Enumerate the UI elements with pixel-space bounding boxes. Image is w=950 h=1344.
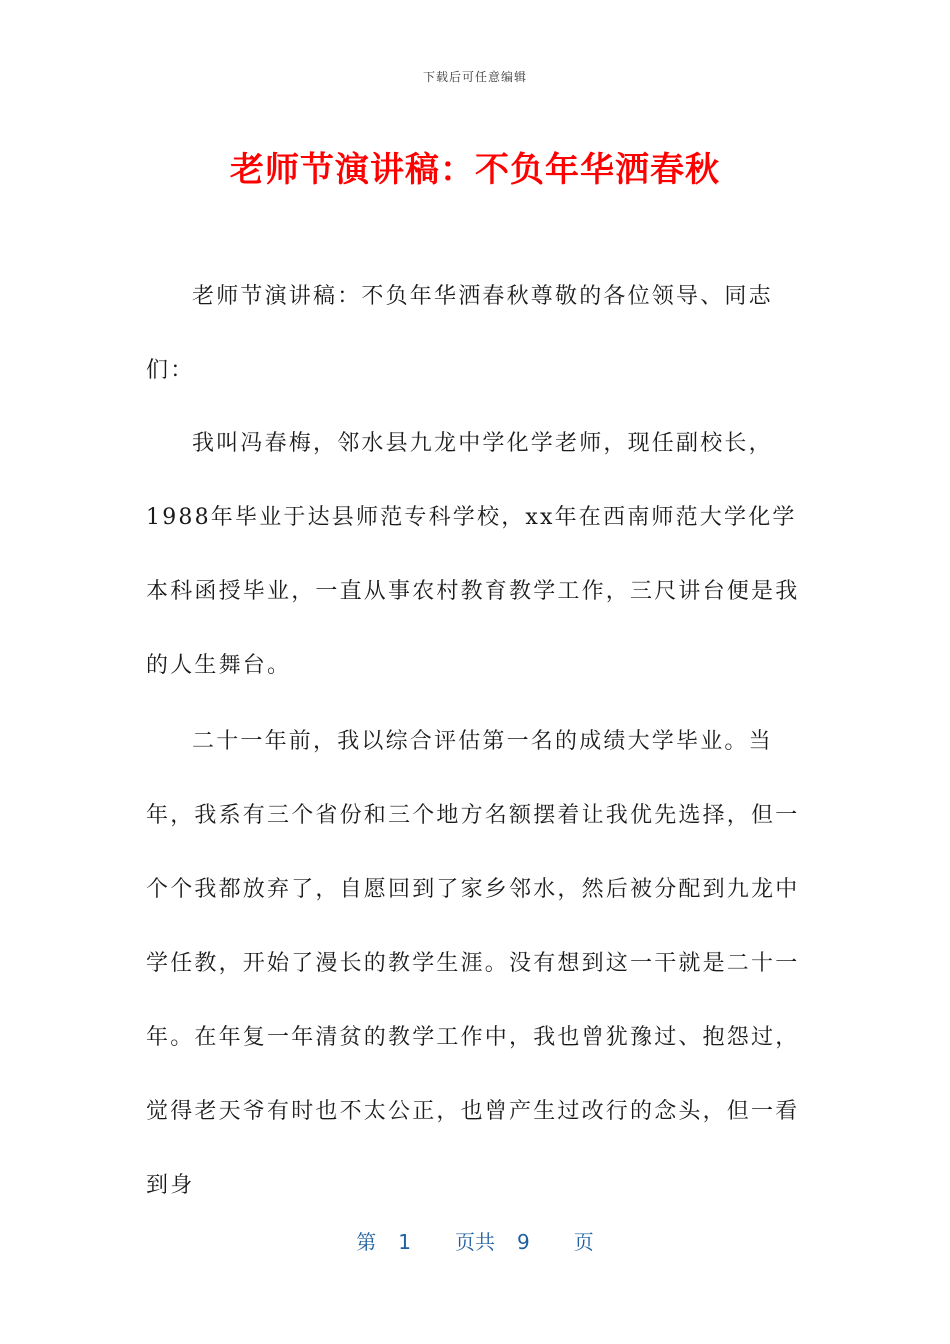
page-footer [0,1226,950,1255]
header-note: 下载后可任意编辑 [422,70,527,84]
total-pages-number: 9 [517,1230,530,1254]
paragraph-career [146,705,806,1223]
page-label-suffix: 页 [573,1230,594,1254]
paragraph-salutation [146,260,806,408]
paragraph-introduction [146,407,806,703]
document-title: 老师节演讲稿：不负年华洒春秋 [230,150,720,190]
paragraph-text: 老师节演讲稿：不负年华洒春秋尊敬的各位领导、同志们： [146,284,773,383]
paragraph-text: 我叫冯春梅，邻水县九龙中学化学老师，现任副校长，1988年毕业于达县师范专科学校，xx年在西南师范大学化学本科函授毕业，一直从事农村教育教学工作，三尺讲台便是我的人生舞台。 [146,431,800,678]
current-page-number: 1 [398,1230,411,1254]
page-label-mid: 页共 [455,1230,495,1254]
paragraph-text: 二十一年前，我以综合评估第一名的成绩大学毕业。当年，我系有三个省份和三个地方名额摆着让我优先选择，但一个个我都放弃了，自愿回到了家乡邻水，然后被分配到九龙中学任教，开始了漫长的教学生涯。没有想到这一干就是二十一年。在年复一年清贫的教学工作中，我也曾犹豫过、抱怨过，觉得老天爷有时也不太公正，也曾产生过改行的念头，但一看到身 [146,729,800,1198]
page-label-prefix: 第 [356,1230,377,1254]
